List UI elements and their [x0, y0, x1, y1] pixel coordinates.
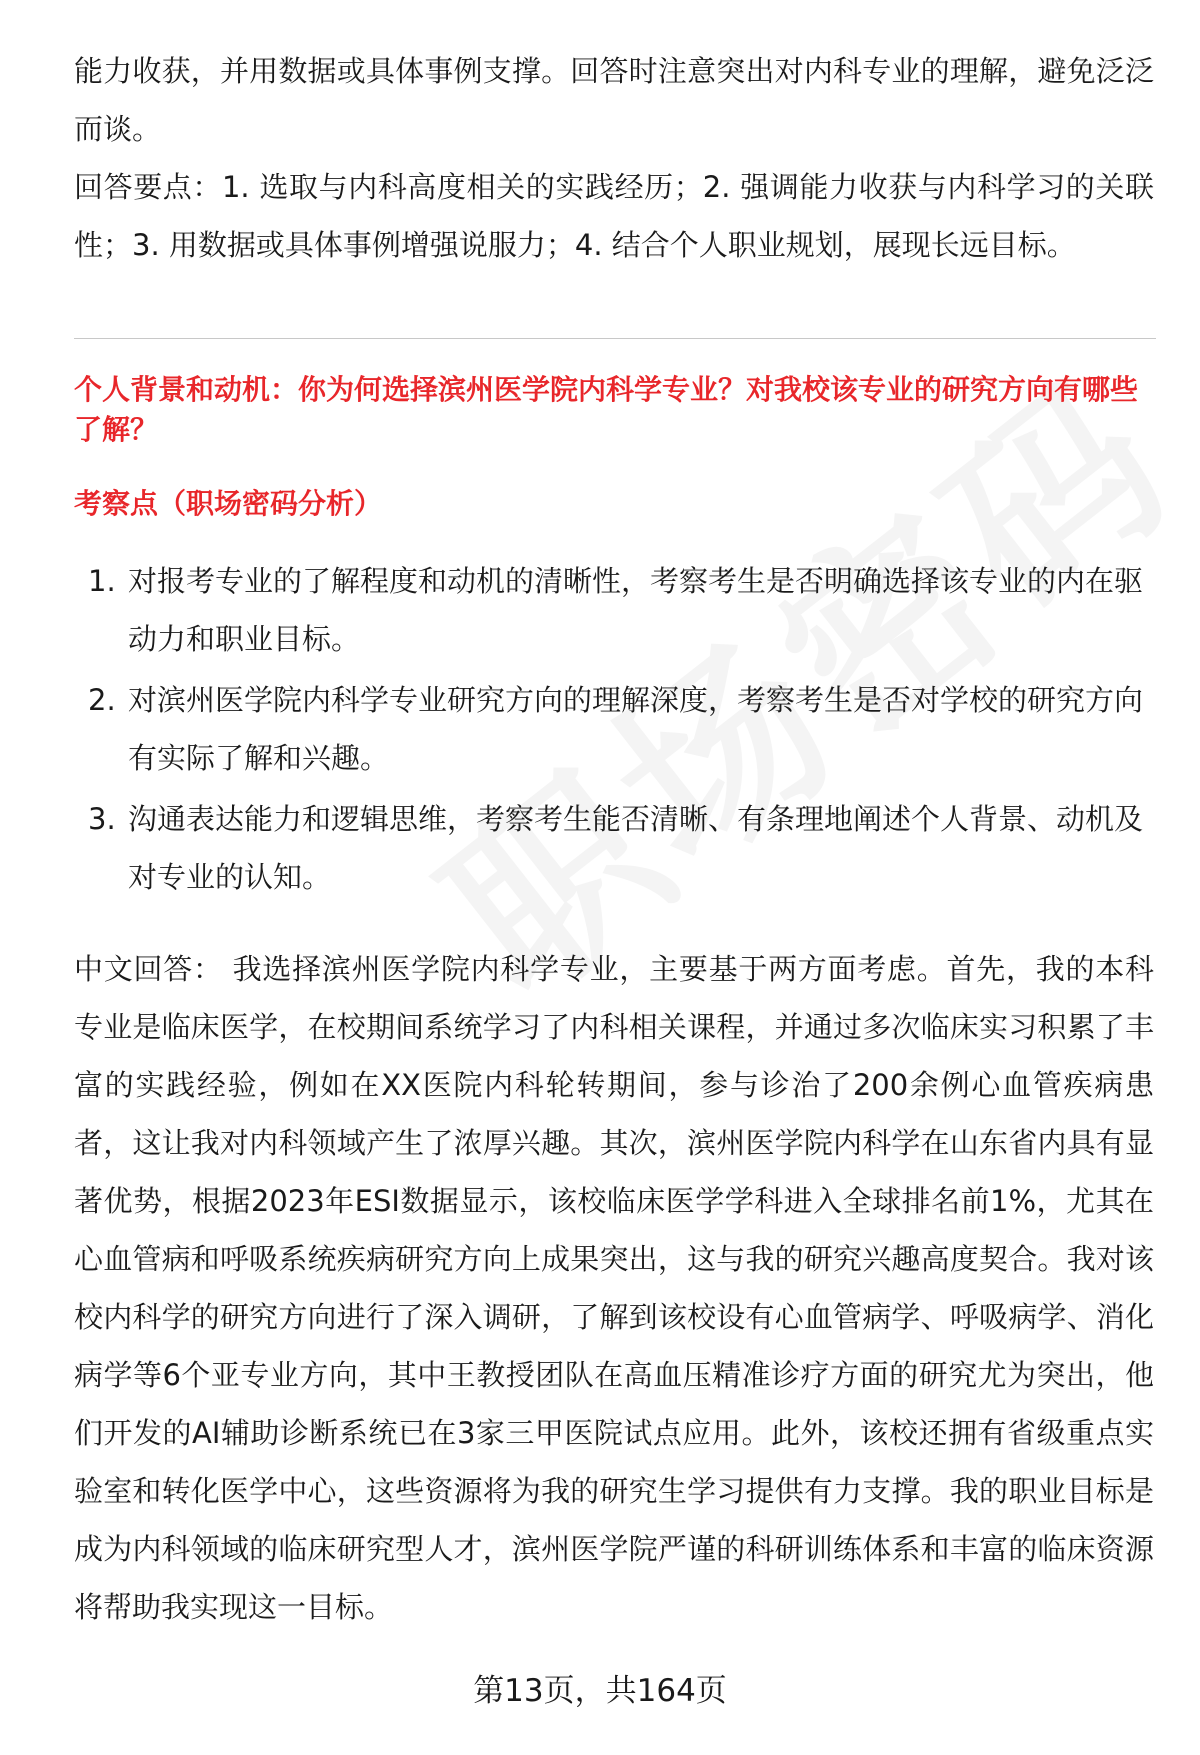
section-divider [74, 338, 1156, 339]
list-item-text: 沟通表达能力和逻辑思维，考察考生能否清晰、有条理地阐述个人背景、动机及对专业的认知。 [128, 802, 1144, 894]
list-item-number: 1. [88, 564, 116, 598]
list-item [74, 790, 1156, 906]
chinese-answer: 中文回答： 我选择滨州医学院内科学专业，主要基于两方面考虑。首先，我的本科专业是临床医学，在校期间系统学习了内科相关课程，并通过多次临床实习积累了丰富的实践经验，例如在XX医院内科轮转期间，参与诊治了200余例心血管疾病患者，这让我对内科领域产生了浓厚兴趣。其次，滨州医学院内科学在山东省内具有显著优势，根据2023年ESI数据显示，该校临床医学学科进入全球排名前1%，尤其在心血管病和呼吸系统疾病研究方向上成果突出，这与我的研究兴趣高度契合。我对该校内科学的研究方向进行了深入调研，了解到该校设有心血管病学、呼吸病学、消化病学等6个亚专业方向，其中王教授团队在高血压精准诊疗方面的研究尤为突出，他们开发的AI辅助诊断系统已在3家三甲医院试点应用。此外，该校还拥有省级重点实验室和转化医学中心，这些资源将为我的研究生学习提供有力支撑。我的职业目标是成为内科领域的临床研究型人才，滨州医学院严谨的科研训练体系和丰富的临床资源将帮助我实现这一目标。 [74, 952, 1154, 1624]
assessment-points-list [74, 552, 1156, 909]
list-item-text: 对滨州医学院内科学专业研究方向的理解深度，考察考生是否对学校的研究方向有实际了解和兴趣。 [128, 683, 1144, 775]
list-item-number: 3. [88, 802, 116, 836]
assessment-subtitle: 考察点（职场密码分析） [74, 487, 383, 520]
list-item [74, 671, 1156, 787]
list-item [74, 552, 1156, 668]
intro-continuation: 能力收获，并用数据或具体事例支撑。回答时注意突出对内科专业的理解，避免泛泛而谈。 [74, 54, 1154, 146]
list-item-text: 对报考专业的了解程度和动机的清晰性，考察考生是否明确选择该专业的内在驱动力和职业目标。 [128, 564, 1144, 656]
page-number: 第13页，共164页 [473, 1673, 727, 1709]
intro-key-points: 回答要点：1. 选取与内科高度相关的实践经历；2. 强调能力收获与内科学习的关联性；3. 用数据或具体事例增强说服力；4. 结合个人职业规划，展现长远目标。 [74, 170, 1154, 262]
list-item-number: 2. [88, 683, 116, 717]
question-title: 个人背景和动机：你为何选择滨州医学院内科学专业？对我校该专业的研究方向有哪些了解？ [74, 373, 1139, 446]
